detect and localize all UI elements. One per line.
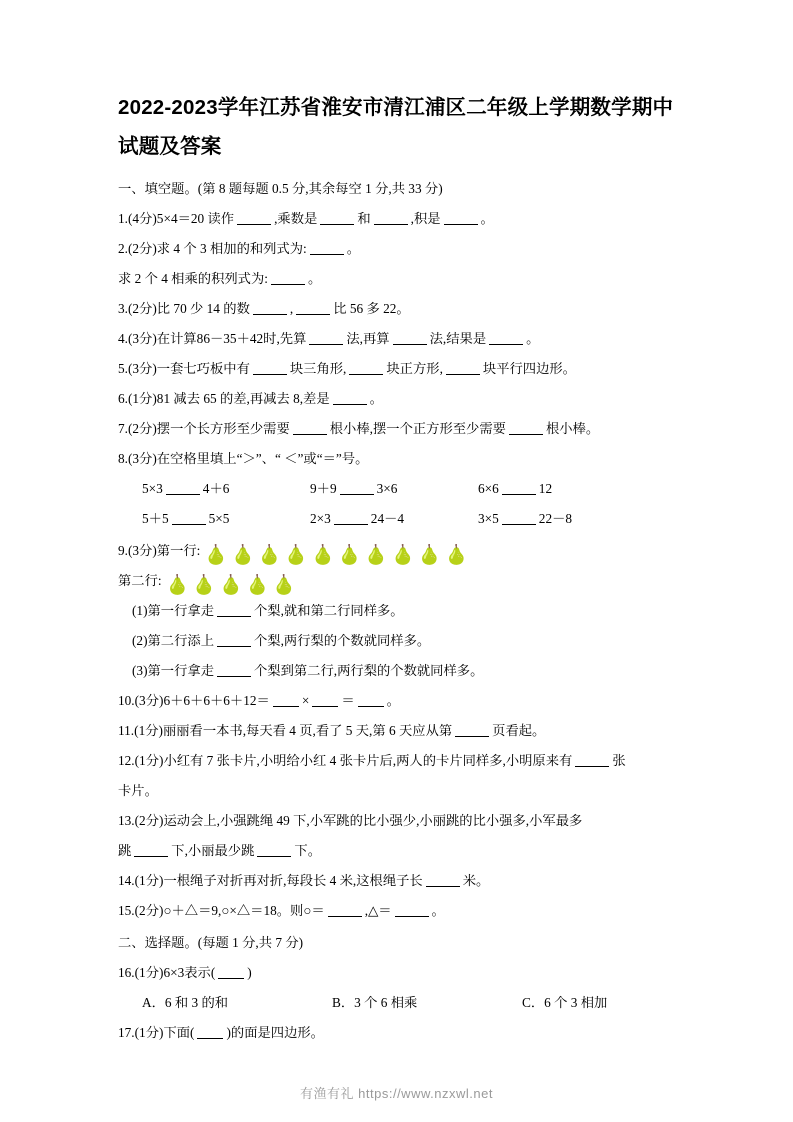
pear-icon: 🍐 (364, 545, 389, 566)
q5-text-d: 块平行四边形。 (482, 361, 576, 376)
cmp-left: 9＋9 (310, 481, 337, 496)
pear-icon: 🍐 (337, 545, 362, 566)
q11-text-a: 丽丽看一本书,每天看 4 页,看了 5 天,第 6 天应从第 (162, 723, 453, 738)
q2-text-b: 。 (346, 241, 361, 256)
comparison-item (142, 504, 310, 534)
pear-icon: 🍐 (245, 575, 270, 596)
cmp-right: 22－8 (538, 511, 573, 526)
q9-sub1-a: (1)第一行拿走 (132, 603, 214, 618)
q17-text-b: )的面是四边形。 (226, 1025, 324, 1040)
answer-blank[interactable] (393, 331, 427, 345)
question-16-options (118, 988, 681, 1018)
cmp-right: 4＋6 (202, 481, 230, 496)
q5-text-c: 块正方形, (386, 361, 443, 376)
q3-num: 3. (118, 301, 128, 316)
q10-text-a: 6＋6＋6＋6＋12＝ (163, 693, 270, 708)
q9-row2-label: 第二行: (118, 573, 162, 588)
pear-group-row-2 (166, 577, 296, 596)
question-11 (118, 716, 681, 746)
answer-blank[interactable] (502, 481, 536, 495)
q7-text-c: 根小棒。 (545, 421, 600, 436)
page-title: 2022-2023学年江苏省淮安市清江浦区二年级上学期数学期中试题及答案 (118, 96, 674, 158)
comparison-row-1 (118, 474, 681, 504)
cmp-left: 5＋5 (142, 511, 169, 526)
q2-score: (2分) (127, 241, 157, 256)
cmp-right: 12 (538, 481, 553, 496)
q4-text-a: 在计算86－35＋42时,先算 (156, 331, 307, 346)
cmp-left: 6×6 (478, 481, 499, 496)
pear-icon: 🍐 (231, 545, 255, 566)
q3-text-b: , (289, 301, 294, 316)
pear-icon: 🍐 (165, 575, 190, 596)
q13-text-d: 下。 (294, 843, 321, 858)
q8-text-a: 在空格里填上“＞”、“ ＜”或“＝”号。 (156, 451, 369, 466)
question-2-line2 (118, 264, 681, 294)
comparison-item (478, 474, 646, 504)
answer-blank[interactable] (237, 211, 271, 225)
question-16 (118, 958, 681, 988)
q1-text-c: 和 (357, 211, 371, 226)
question-9-sub-3 (118, 656, 681, 686)
answer-blank[interactable] (333, 391, 367, 405)
q16-num: 16. (118, 965, 135, 980)
question-17 (118, 1018, 681, 1048)
q13-score: (2分) (134, 813, 164, 828)
q10-score: (3分) (134, 693, 164, 708)
question-9-sub-2 (118, 626, 681, 656)
q16-score: (1分) (134, 965, 164, 980)
q9-row1-label: 第一行: (156, 543, 201, 558)
q13-text-c: 下,小丽最少跳 (171, 843, 255, 858)
answer-blank[interactable] (426, 873, 460, 887)
pear-icon: 🍐 (417, 545, 442, 566)
question-3 (118, 294, 681, 324)
question-9-sub-1 (118, 596, 681, 626)
q12-text-a: 小红有 7 张卡片,小明给小红 4 张卡片后,两人的卡片同样多,小明原来有 (163, 753, 573, 768)
q1-text-b: ,乘数是 (274, 211, 318, 226)
comparison-item (310, 504, 478, 534)
q14-num: 14. (118, 873, 135, 888)
q4-text-c: 法,结果是 (429, 331, 487, 346)
q6-text-b: 。 (369, 391, 383, 406)
q6-text-a: 81 减去 65 的差,再减去 8,差是 (156, 391, 330, 406)
pear-icon: 🍐 (284, 545, 309, 566)
answer-blank[interactable] (197, 1025, 223, 1039)
answer-blank[interactable] (217, 663, 251, 677)
answer-blank[interactable] (217, 633, 251, 647)
question-9-row-2 (118, 566, 681, 596)
cmp-right: 5×5 (208, 511, 230, 526)
q7-score: (2分) (127, 421, 157, 436)
answer-blank[interactable] (217, 603, 251, 617)
q2-line2-b: 。 (307, 271, 322, 286)
question-8 (118, 444, 681, 474)
answer-blank[interactable] (395, 903, 429, 917)
q9-sub2-b: 个梨,两行梨的个数就同样多。 (254, 633, 431, 648)
pear-icon: 🍐 (192, 575, 216, 596)
cmp-right: 3×6 (376, 481, 398, 496)
pear-group-row-1 (204, 547, 468, 566)
q2-num: 2. (118, 241, 128, 256)
q3-score: (2分) (127, 301, 157, 316)
answer-blank[interactable] (296, 301, 330, 315)
question-14 (118, 866, 681, 896)
pear-icon: 🍐 (272, 575, 296, 596)
answer-blank[interactable] (575, 753, 609, 767)
question-12-line2 (118, 776, 681, 806)
q4-text-b: 法,再算 (346, 331, 390, 346)
q14-score: (1分) (134, 873, 164, 888)
q5-num: 5. (118, 361, 128, 376)
answer-blank[interactable] (253, 301, 287, 315)
answer-blank[interactable] (444, 211, 478, 225)
comparison-item (310, 474, 478, 504)
q15-text-b: ,△＝ (364, 903, 392, 918)
q16-text-b: ) (247, 965, 252, 980)
answer-blank[interactable] (312, 693, 338, 707)
q11-num: 11. (118, 723, 135, 738)
pear-icon: 🍐 (311, 545, 335, 566)
question-9-row-1 (118, 536, 681, 566)
q3-text-c: 比 56 多 22。 (333, 301, 410, 316)
page-footer: 有渔有礼 https://www.nzxwl.net (300, 1086, 493, 1101)
q10-num: 10. (118, 693, 135, 708)
q1-text-d: ,积是 (410, 211, 441, 226)
q17-num: 17. (118, 1025, 135, 1040)
q8-num: 8. (118, 451, 128, 466)
answer-blank[interactable] (271, 271, 305, 285)
question-5 (118, 354, 681, 384)
q7-text-a: 摆一个长方形至少需要 (156, 421, 290, 436)
pear-icon: 🍐 (218, 575, 243, 596)
q13-text-a: 运动会上,小强跳绳 49 下,小军跳的比小强少,小丽跳的比小强多,小军最多 (163, 813, 583, 828)
q12-score: (1分) (134, 753, 164, 768)
answer-blank[interactable] (218, 965, 244, 979)
q5-text-b: 块三角形, (289, 361, 347, 376)
q9-sub3-b: 个梨到第二行,两行梨的个数就同样多。 (254, 663, 484, 678)
q6-num: 6. (118, 391, 128, 406)
section-fill-in-head: 一、填空题。(第 8 题每题 0.5 分,其余每空 1 分,共 33 分) (118, 181, 443, 196)
answer-blank[interactable] (489, 331, 523, 345)
q12-text-b: 张 (612, 753, 626, 768)
option-b[interactable]: B．3 个 6 相乘 (332, 995, 418, 1010)
q9-sub3-a: (3)第一行拿走 (132, 663, 214, 678)
q1-text-e: 。 (480, 211, 494, 226)
q14-text-a: 一根绳子对折再对折,每段长 4 米,这根绳子长 (163, 873, 423, 888)
q12-num: 12. (118, 753, 135, 768)
cmp-left: 2×3 (310, 511, 331, 526)
question-7 (118, 414, 681, 444)
q10-text-c: ＝ (341, 693, 355, 708)
q8-score: (3分) (127, 451, 157, 466)
answer-blank[interactable] (253, 361, 287, 375)
answer-blank[interactable] (374, 211, 408, 225)
q10-text-d: 。 (386, 693, 400, 708)
q11-text-b: 页看起。 (492, 723, 546, 738)
answer-blank[interactable] (455, 723, 489, 737)
answer-blank[interactable] (293, 421, 327, 435)
pear-icon: 🍐 (391, 545, 415, 566)
answer-blank[interactable] (334, 511, 368, 525)
cmp-right: 24－4 (370, 511, 405, 526)
answer-blank[interactable] (349, 361, 383, 375)
q2-text-a: 求 4 个 3 相加的和列式为: (156, 241, 307, 256)
q17-score: (1分) (134, 1025, 164, 1040)
answer-blank[interactable] (257, 843, 291, 857)
q3-text-a: 比 70 少 14 的数 (156, 301, 250, 316)
pear-icon: 🍐 (204, 545, 229, 566)
q5-score: (3分) (127, 361, 157, 376)
q12-text-c: 卡片。 (118, 783, 158, 798)
q17-text-a: 下面( (163, 1025, 195, 1040)
option-c[interactable]: C．6 个 3 相加 (522, 995, 608, 1010)
q13-num: 13. (118, 813, 135, 828)
q15-num: 15. (118, 903, 135, 918)
question-2 (118, 234, 681, 264)
q1-num: 1. (118, 211, 128, 226)
cmp-left: 3×5 (478, 511, 499, 526)
question-12 (118, 746, 681, 776)
q1-text-a: 5×4＝20 读作 (156, 211, 235, 226)
answer-blank[interactable] (340, 481, 374, 495)
question-13-line2 (118, 836, 681, 866)
q4-num: 4. (118, 331, 128, 346)
q9-score: (3分) (127, 543, 157, 558)
comparison-item (142, 474, 310, 504)
q15-text-a: ○＋△＝9,○×△＝18。则○＝ (163, 903, 325, 918)
q9-sub1-b: 个梨,就和第二行同样多。 (254, 603, 404, 618)
answer-blank[interactable] (502, 511, 536, 525)
answer-blank[interactable] (134, 843, 168, 857)
option-a[interactable]: A．6 和 3 的和 (142, 995, 229, 1010)
q4-score: (3分) (127, 331, 157, 346)
q15-text-c: 。 (431, 903, 445, 918)
pear-icon: 🍐 (444, 545, 469, 566)
question-4 (118, 324, 681, 354)
comparison-item (478, 504, 646, 534)
q13-text-b: 跳 (118, 843, 132, 858)
question-15 (118, 896, 681, 926)
q9-sub2-a: (2)第二行添上 (132, 633, 214, 648)
answer-blank[interactable] (310, 241, 344, 255)
section-choice-head: 二、选择题。(每题 1 分,共 7 分) (118, 935, 304, 950)
comparison-row-2 (118, 504, 681, 534)
q15-score: (2分) (134, 903, 164, 918)
q7-num: 7. (118, 421, 128, 436)
q16-text-a: 6×3表示( (163, 965, 216, 980)
q9-num: 9. (118, 543, 128, 558)
q11-score: (1分) (134, 723, 163, 738)
q5-text-a: 一套七巧板中有 (156, 361, 250, 376)
question-6 (118, 384, 681, 414)
question-1 (118, 204, 681, 234)
pear-icon: 🍐 (257, 545, 282, 566)
answer-blank[interactable] (172, 511, 206, 525)
q10-text-b: × (301, 693, 310, 708)
q2-line2-a: 求 2 个 4 相乘的积列式为: (118, 271, 268, 286)
question-13 (118, 806, 681, 836)
answer-blank[interactable] (328, 903, 362, 917)
q14-text-b: 米。 (462, 873, 490, 888)
answer-blank[interactable] (446, 361, 480, 375)
answer-blank[interactable] (166, 481, 200, 495)
answer-blank[interactable] (273, 693, 299, 707)
answer-blank[interactable] (309, 331, 343, 345)
answer-blank[interactable] (509, 421, 543, 435)
question-10 (118, 686, 681, 716)
q1-score: (4分) (127, 211, 157, 226)
answer-blank[interactable] (358, 693, 384, 707)
cmp-left: 5×3 (142, 481, 163, 496)
q4-text-d: 。 (526, 331, 540, 346)
q7-text-b: 根小棒,摆一个正方形至少需要 (329, 421, 506, 436)
answer-blank[interactable] (320, 211, 354, 225)
q6-score: (1分) (127, 391, 157, 406)
